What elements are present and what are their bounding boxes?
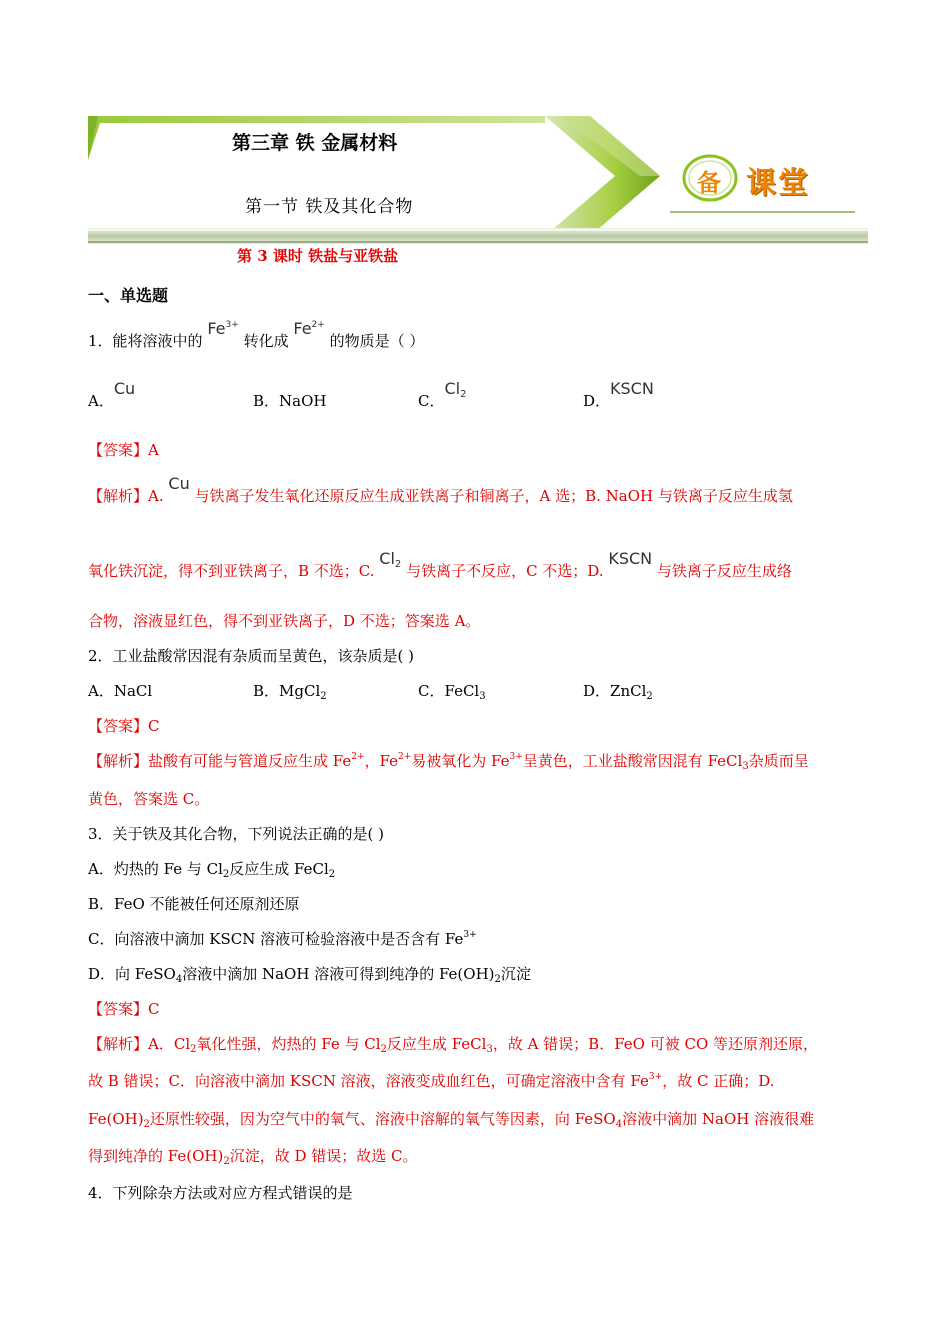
q2-answer: 【答案】C: [88, 717, 160, 735]
q3-analysis-line2: 故 B 错误；C．向溶液中滴加 KSCN 溶液，溶液变成血红色，可确定溶液中含有 $Fe^{3+}$，故 C 正确；D.: [88, 1072, 775, 1090]
q2-option-d: D．ZnCl$_2$: [583, 682, 653, 702]
q3-analysis-line4: 得到纯净的 $Fe(OH)_2$沉淀，故 D 错误；故选 C。: [88, 1147, 418, 1167]
q4-stem: 4．下列除杂方法或对应方程式错误的是: [88, 1184, 353, 1202]
q3-analysis-line3: $Fe(OH)_2$还原性较强，因为空气中的氧气、溶液中溶解的氧气等因素，向 FeSO$_4$溶液中滴加 NaOH 溶液很难: [88, 1110, 815, 1130]
q1-analysis-line3: 合物，溶液显红色，得不到亚铁离子，D 不选；答案选 A。: [88, 612, 481, 630]
q1-stem: 1．能将溶液中的 $Fe^{3+}$ 转化成 $Fe^{2+}$ 的物质是（ ）: [88, 319, 425, 350]
fe2-formula: $Fe^{2+}$: [293, 319, 325, 338]
q3-stem: 3．关于铁及其化合物，下列说法正确的是( ): [88, 825, 385, 843]
q1-option-b: B．NaOH: [253, 392, 327, 410]
chapter-title: 第三章 铁 金属材料: [232, 132, 398, 154]
logo-char: 备: [697, 169, 721, 197]
header-banner: [0, 0, 950, 260]
q3-analysis-line1: 【解析】A．$Cl_2$氧化性强，灼热的 Fe 与 $Cl_2$反应生成 FeCl$_3$，故 A 错误；B．FeO 可被 CO 等还原剂还原，: [88, 1035, 819, 1055]
q2-stem: 2．工业盐酸常因混有杂质而呈黄色，该杂质是( ): [88, 647, 415, 665]
q1-analysis-line2: 氧化铁沉淀，得不到亚铁离子，B 不选；C. $Cl_2$ 与铁离子不反应，C 不选；D. KSCN 与铁离子反应生成络: [88, 549, 792, 580]
q2-option-a: A．NaCl: [88, 682, 153, 700]
section-heading: 一、单选题: [88, 286, 169, 305]
fe3-formula: $Fe^{3+}$: [207, 319, 239, 338]
q1-option-c: C．$Cl_2$: [418, 379, 467, 410]
q2-option-c: C．FeCl$_3$: [418, 682, 486, 702]
lesson-title: 第 3 课时 铁盐与亚铁盐: [237, 247, 399, 265]
q3-option-d: D．向 FeSO$_4$溶液中滴加 NaOH 溶液可得到纯净的 $Fe(OH)_2$沉淀: [88, 965, 531, 985]
q3-option-c: C．向溶液中滴加 KSCN 溶液可检验溶液中是否含有 $Fe^{3+}$: [88, 930, 477, 948]
q2-option-b: B．MgCl$_2$: [253, 682, 327, 702]
logo-text: 课堂: [746, 166, 810, 201]
q1-option-d: D．KSCN: [583, 379, 654, 410]
q3-option-b: B．FeO 不能被任何还原剂还原: [88, 895, 300, 913]
q1-answer: 【答案】A: [88, 441, 159, 459]
q2-analysis-line1: 【解析】盐酸有可能与管道反应生成 $Fe^{2+}$，$Fe^{2+}$易被氧化为 $Fe^{3+}$呈黄色，工业盐酸常因混有 FeCl$_3$杂质而呈: [88, 752, 809, 772]
section-title: 第一节 铁及其化合物: [245, 197, 414, 217]
q3-option-a: A．灼热的 Fe 与 $Cl_2$反应生成 FeCl$_2$: [88, 860, 336, 880]
q1-analysis-line1: 【解析】A. Cu 与铁离子发生氧化还原反应生成亚铁离子和铜离子，A 选；B. NaOH 与铁离子反应生成氢: [88, 474, 793, 505]
q1-option-a: A．Cu: [88, 379, 136, 410]
q3-answer: 【答案】C: [88, 1000, 160, 1018]
q2-analysis-line2: 黄色，答案选 C。: [88, 790, 210, 808]
